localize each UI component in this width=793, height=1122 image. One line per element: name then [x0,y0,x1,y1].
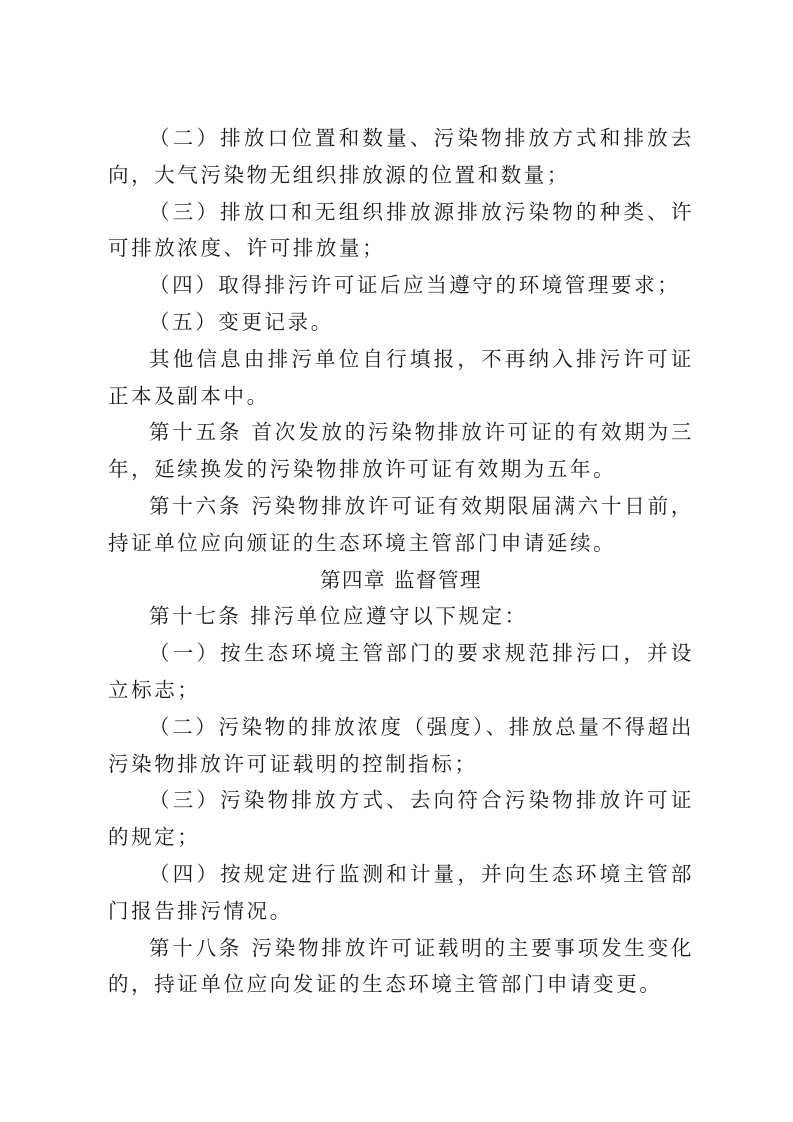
chapter-heading: 第四章 监督管理 [319,567,483,592]
paragraph-other-info: 其他信息由排污单位自行填报，不再纳入排污许可证正本及副本中。 [108,346,694,408]
paragraph-article-15: 第十五条 首次发放的污染物排放许可证的有效期为三年，延续换发的污染物排放许可证有效期为五年。 [108,420,694,482]
paragraph-article-17-item-3: （三）污染物排放方式、去向符合污染物排放许可证的规定； [108,788,694,850]
paragraph-article-17: 第十七条 排污单位应遵守以下规定： [149,604,528,629]
paragraph-item-4-management-requirements: （四）取得排污许可证后应当遵守的环境管理要求； [149,273,681,298]
paragraph-item-5-change-record: （五）变更记录。 [149,309,334,334]
paragraph-article-17-item-2: （二）污染物的排放浓度（强度）、排放总量不得超出污染物排放许可证载明的控制指标； [108,714,694,776]
document-body [108,120,694,1003]
paragraph-article-16: 第十六条 污染物排放许可证有效期限届满六十日前，持证单位应向颁证的生态环境主管部门申请延续。 [108,493,694,555]
paragraph-article-18: 第十八条 污染物排放许可证载明的主要事项发生变化的，持证单位应向发证的生态环境主管部门申请变更。 [108,935,694,997]
paragraph-article-17-item-1: （一）按生态环境主管部门的要求规范排污口，并设立标志； [108,641,694,702]
paragraph-item-3-pollutant-types: （三）排放口和无组织排放源排放污染物的种类、许可排放浓度、许可排放量； [108,199,694,261]
paragraph-item-2-outlets: （二）排放口位置和数量、污染物排放方式和排放去向，大气污染物无组织排放源的位置和数量； [108,126,694,187]
paragraph-article-17-item-4: （四）按规定进行监测和计量，并向生态环境主管部门报告排污情况。 [108,861,694,923]
